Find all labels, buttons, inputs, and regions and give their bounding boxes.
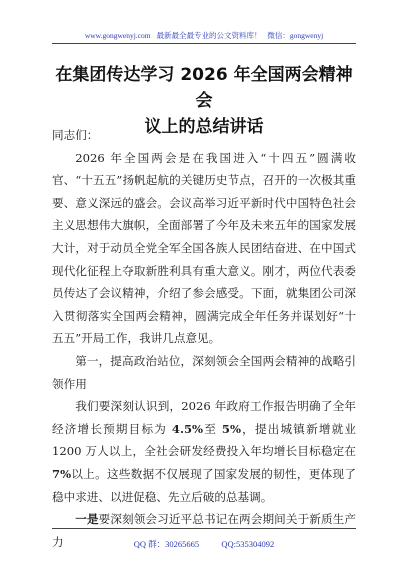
p3-text-e: ，提出城镇新增就业 1200 万人以上，全社会研发经费投入年均增长目标稳定在 — [52, 421, 357, 459]
page-footer — [0, 538, 408, 550]
title-line-2: 议上的总结讲话 — [144, 117, 264, 137]
p3-growth-high: 5% — [221, 421, 241, 436]
paragraph-1: 2026 年全国两会是在我国进入“十四五”圆满收官、“十五五”扬帆起航的关键历史节点，召开的一次极其重要、意义深远的盛会。会议高举习近平新时代中国特色社会主义思想伟大旗帜，全面部署了今年及未来五年的国家发展大计，对于动员全党全军全国各族人民团结奋进、在中国式现代化征程上夺取新胜利具有重大意义。刚才，两位代表委员传达了会议精神，介绍了参会感受。下面，就集团公司深入贯彻落实全国两会精神，圆满完成全年任务并谋划好“十五五”开局工作，我讲几点意见。 — [52, 150, 356, 346]
title-line-1: 在集团传达学习 2026 年全国两会精神会 — [55, 65, 353, 111]
p3-growth-low: 4.5% — [171, 421, 204, 436]
salutation: 同志们： — [52, 128, 99, 142]
header-divider — [52, 43, 356, 44]
footer-divider — [52, 528, 356, 529]
p3-text-g: 以上。这些数据不仅展现了国家发展的韧性，更体现了稳中求进、以进促稳、先立后破的总基调。 — [52, 466, 356, 504]
p3-text-c: 至 — [203, 421, 222, 436]
header-wechat: 微信：gongwenyj — [267, 31, 324, 40]
header-slogan: 最新最全最专业的公文资料库！ — [156, 31, 262, 40]
document-body — [52, 124, 356, 553]
paragraph-3 — [52, 395, 356, 508]
p4-lead: 一是 — [75, 512, 99, 527]
p3-rd-rate: 7% — [52, 466, 72, 481]
section-heading-1: 第一，提高政治站位，深刻领会全国两会精神的战略引领作用 — [52, 353, 356, 391]
header-site[interactable]: www.gongwenyj.com — [84, 31, 151, 40]
footer-qq: QQ:535304092 — [221, 539, 275, 549]
footer-qq-group: QQ 群：30265665 — [133, 539, 200, 549]
p3-text-a: 我们要深刻认识到，2026 年政府工作报告明确了全年经济增长预期目标为 — [52, 399, 356, 436]
page-header — [0, 30, 408, 41]
p4-text: 要深刻领会习近平总书记在两会期间关于新质生产力 — [52, 512, 356, 549]
